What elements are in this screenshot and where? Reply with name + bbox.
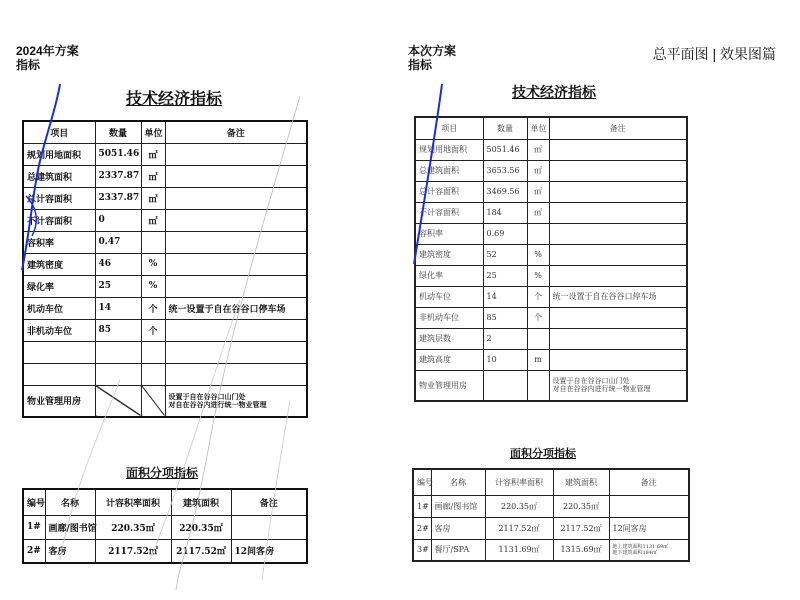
nav-renderings[interactable]: 效果图篇 — [720, 46, 776, 62]
table-cell: 个 — [527, 286, 549, 307]
column-header: 建筑面积 — [171, 489, 231, 515]
table-row — [415, 181, 687, 202]
left-area-table — [22, 488, 308, 564]
table-cell: ㎡ — [527, 202, 549, 223]
right-tech-title: 技术经济指标 — [512, 85, 596, 101]
table-cell: 12间客房 — [231, 539, 307, 563]
table-row — [23, 297, 307, 319]
column-header: 名称 — [431, 469, 485, 495]
column-header: 备注 — [165, 121, 307, 143]
table-row — [415, 286, 687, 307]
left-area-title: 面积分项指标 — [126, 466, 199, 480]
column-header: 备注 — [549, 117, 687, 139]
table-cell: 画廊/图书馆 — [431, 495, 485, 517]
table-cell: 容积率 — [23, 231, 95, 253]
table-cell — [165, 363, 307, 385]
table-cell: 220.35㎡ — [171, 515, 231, 539]
table-row — [415, 202, 687, 223]
table-cell: 机动车位 — [415, 286, 483, 307]
table-cell — [483, 370, 527, 401]
table-cell — [549, 202, 687, 223]
table-cell: 3653.56 — [483, 160, 527, 181]
table-row — [23, 341, 307, 363]
table-cell: 3# — [413, 539, 431, 561]
table-cell: ㎡ — [141, 209, 165, 231]
table-row — [415, 370, 687, 401]
table-cell: 总建筑面积 — [415, 160, 483, 181]
table-cell — [165, 187, 307, 209]
table-cell: 184 — [483, 202, 527, 223]
table-cell: 总计容面积 — [23, 187, 95, 209]
table-cell: 10 — [483, 349, 527, 370]
column-header: 编号 — [413, 469, 431, 495]
table-cell — [165, 165, 307, 187]
table-cell — [165, 275, 307, 297]
table-cell: 52 — [483, 244, 527, 265]
right-area-title: 面积分项指标 — [510, 447, 576, 460]
table-cell — [549, 349, 687, 370]
right-section-title — [408, 44, 456, 72]
table-cell: 2117.52㎡ — [485, 517, 553, 539]
table-row — [23, 515, 307, 539]
table-cell: 设置于自在谷谷口山门处 对自在谷谷内进行统一物业管理 — [549, 370, 687, 401]
table-cell — [23, 363, 95, 385]
table-cell: 14 — [95, 297, 141, 319]
right-title-line1: 本次方案 — [408, 44, 457, 58]
table-cell — [549, 307, 687, 328]
left-section-title — [16, 44, 79, 72]
table-cell: 85 — [483, 307, 527, 328]
table-row — [23, 143, 307, 165]
table-row — [413, 495, 689, 517]
table-cell: 规划用地面积 — [415, 139, 483, 160]
table-cell — [95, 385, 141, 417]
table-cell: % — [141, 253, 165, 275]
table-cell: 建筑密度 — [415, 244, 483, 265]
table-cell: ㎡ — [527, 160, 549, 181]
right-area-table — [412, 468, 690, 562]
table-row — [415, 328, 687, 349]
table-row — [415, 244, 687, 265]
table-header-row — [415, 117, 687, 139]
table-cell — [141, 341, 165, 363]
left-tech-title: 技术经济指标 — [126, 89, 223, 108]
table-cell: 85 — [95, 319, 141, 341]
column-header: 项目 — [415, 117, 483, 139]
table-cell: 220.35㎡ — [485, 495, 553, 517]
column-header: 备注 — [609, 469, 689, 495]
table-cell: 2# — [413, 517, 431, 539]
table-cell — [141, 385, 165, 417]
table-cell: 220.35㎡ — [95, 515, 171, 539]
table-cell — [165, 341, 307, 363]
table-cell: 2117.52㎡ — [553, 517, 609, 539]
column-header: 项目 — [23, 121, 95, 143]
table-cell: 25 — [483, 265, 527, 286]
table-cell — [165, 231, 307, 253]
table-cell: 绿化率 — [415, 265, 483, 286]
top-nav — [653, 44, 776, 64]
table-cell: 餐厅/SPA — [431, 539, 485, 561]
nav-site-plan[interactable]: 总平面图 — [652, 46, 709, 62]
left-title-line2: 指标 — [16, 58, 41, 72]
table-row — [23, 385, 307, 417]
table-header-row — [23, 121, 307, 143]
table-cell: ㎡ — [141, 143, 165, 165]
table-cell: 客房 — [45, 539, 95, 563]
table-cell: % — [527, 265, 549, 286]
table-cell: 14 — [483, 286, 527, 307]
table-cell: 1131.69㎡ — [485, 539, 553, 561]
table-row — [23, 275, 307, 297]
table-cell: 2# — [23, 539, 45, 563]
column-header: 编号 — [23, 489, 45, 515]
table-cell — [231, 515, 307, 539]
table-cell — [549, 223, 687, 244]
table-cell: 2117.52㎡ — [171, 539, 231, 563]
table-cell: 画廊/图书馆 — [45, 515, 95, 539]
table-cell — [549, 181, 687, 202]
table-cell: 2 — [483, 328, 527, 349]
table-cell — [165, 253, 307, 275]
table-cell: ㎡ — [141, 187, 165, 209]
table-cell: 1# — [23, 515, 45, 539]
table-cell: 个 — [141, 319, 165, 341]
table-cell: m — [527, 349, 549, 370]
table-row — [415, 160, 687, 181]
table-cell: 机动车位 — [23, 297, 95, 319]
table-cell: 物业管理用房 — [415, 370, 483, 401]
table-cell — [165, 143, 307, 165]
table-cell: 1# — [413, 495, 431, 517]
table-cell: 绿化率 — [23, 275, 95, 297]
left-title-line1: 2024年方案 — [16, 44, 79, 58]
table-row — [23, 187, 307, 209]
table-cell — [549, 244, 687, 265]
table-cell: 个 — [141, 297, 165, 319]
table-cell: ㎡ — [141, 165, 165, 187]
nav-separator: | — [712, 46, 717, 62]
column-header: 数量 — [95, 121, 141, 143]
table-cell — [165, 209, 307, 231]
table-cell: 物业管理用房 — [23, 385, 95, 417]
table-row — [23, 209, 307, 231]
table-cell — [141, 231, 165, 253]
table-row — [23, 253, 307, 275]
table-cell: 非机动车位 — [23, 319, 95, 341]
column-header: 单位 — [141, 121, 165, 143]
table-cell: 建筑高度 — [415, 349, 483, 370]
table-cell: 5051.46 — [483, 139, 527, 160]
table-row — [415, 139, 687, 160]
table-cell: 2337.87 — [95, 187, 141, 209]
table-cell: 建筑层数 — [415, 328, 483, 349]
table-cell: % — [527, 244, 549, 265]
table-cell: 2337.87 — [95, 165, 141, 187]
table-cell: 设置于自在谷谷口山门处 对自在谷谷内进行统一物业管理 — [165, 385, 307, 417]
table-cell — [95, 341, 141, 363]
column-header: 单位 — [527, 117, 549, 139]
table-cell: 5051.46 — [95, 143, 141, 165]
table-cell: 建筑密度 — [23, 253, 95, 275]
column-header: 名称 — [45, 489, 95, 515]
table-cell: 0.69 — [483, 223, 527, 244]
table-row — [23, 319, 307, 341]
table-cell — [549, 160, 687, 181]
table-cell: 统一设置于自在谷谷口停车场 — [165, 297, 307, 319]
table-row — [415, 307, 687, 328]
table-cell: 不计容面积 — [23, 209, 95, 231]
table-header-row — [413, 469, 689, 495]
column-header: 数量 — [483, 117, 527, 139]
table-row — [415, 223, 687, 244]
left-tech-table — [22, 120, 308, 418]
column-header: 备注 — [231, 489, 307, 515]
table-cell: 12间客房 — [609, 517, 689, 539]
table-row — [23, 231, 307, 253]
table-cell: 统一设置于自在谷谷口停车场 — [549, 286, 687, 307]
table-cell: 0.47 — [95, 231, 141, 253]
table-cell: 总计容面积 — [415, 181, 483, 202]
table-header-row — [23, 489, 307, 515]
right-tech-table — [414, 116, 688, 402]
table-row — [23, 539, 307, 563]
table-cell: 规划用地面积 — [23, 143, 95, 165]
table-row — [413, 517, 689, 539]
column-header: 计容积率面积 — [95, 489, 171, 515]
table-cell: 46 — [95, 253, 141, 275]
column-header: 建筑面积 — [553, 469, 609, 495]
table-cell — [141, 363, 165, 385]
table-cell: 0 — [95, 209, 141, 231]
table-cell: % — [141, 275, 165, 297]
table-row — [413, 539, 689, 561]
table-cell — [549, 139, 687, 160]
table-cell — [527, 370, 549, 401]
table-cell — [527, 328, 549, 349]
table-cell: 容积率 — [415, 223, 483, 244]
table-cell: 总建筑面积 — [23, 165, 95, 187]
table-cell — [23, 341, 95, 363]
table-cell: 地上建筑面积1131.69㎡ 地下建筑面积184㎡ — [609, 539, 689, 561]
table-cell — [609, 495, 689, 517]
table-cell: 220.35㎡ — [553, 495, 609, 517]
table-cell: ㎡ — [527, 139, 549, 160]
table-row — [415, 265, 687, 286]
table-cell: 2117.52㎡ — [95, 539, 171, 563]
table-cell: 1315.69㎡ — [553, 539, 609, 561]
table-cell — [549, 328, 687, 349]
table-cell — [165, 319, 307, 341]
right-title-line2: 指标 — [408, 58, 433, 72]
table-row — [23, 165, 307, 187]
table-cell — [549, 265, 687, 286]
table-cell: 个 — [527, 307, 549, 328]
table-cell: 25 — [95, 275, 141, 297]
table-cell: 客房 — [431, 517, 485, 539]
table-row — [415, 349, 687, 370]
table-cell — [95, 363, 141, 385]
table-cell: 非机动车位 — [415, 307, 483, 328]
table-row — [23, 363, 307, 385]
table-cell: ㎡ — [527, 181, 549, 202]
column-header: 计容积率面积 — [485, 469, 553, 495]
table-cell: 3469.56 — [483, 181, 527, 202]
table-cell — [527, 223, 549, 244]
table-cell: 不计容面积 — [415, 202, 483, 223]
